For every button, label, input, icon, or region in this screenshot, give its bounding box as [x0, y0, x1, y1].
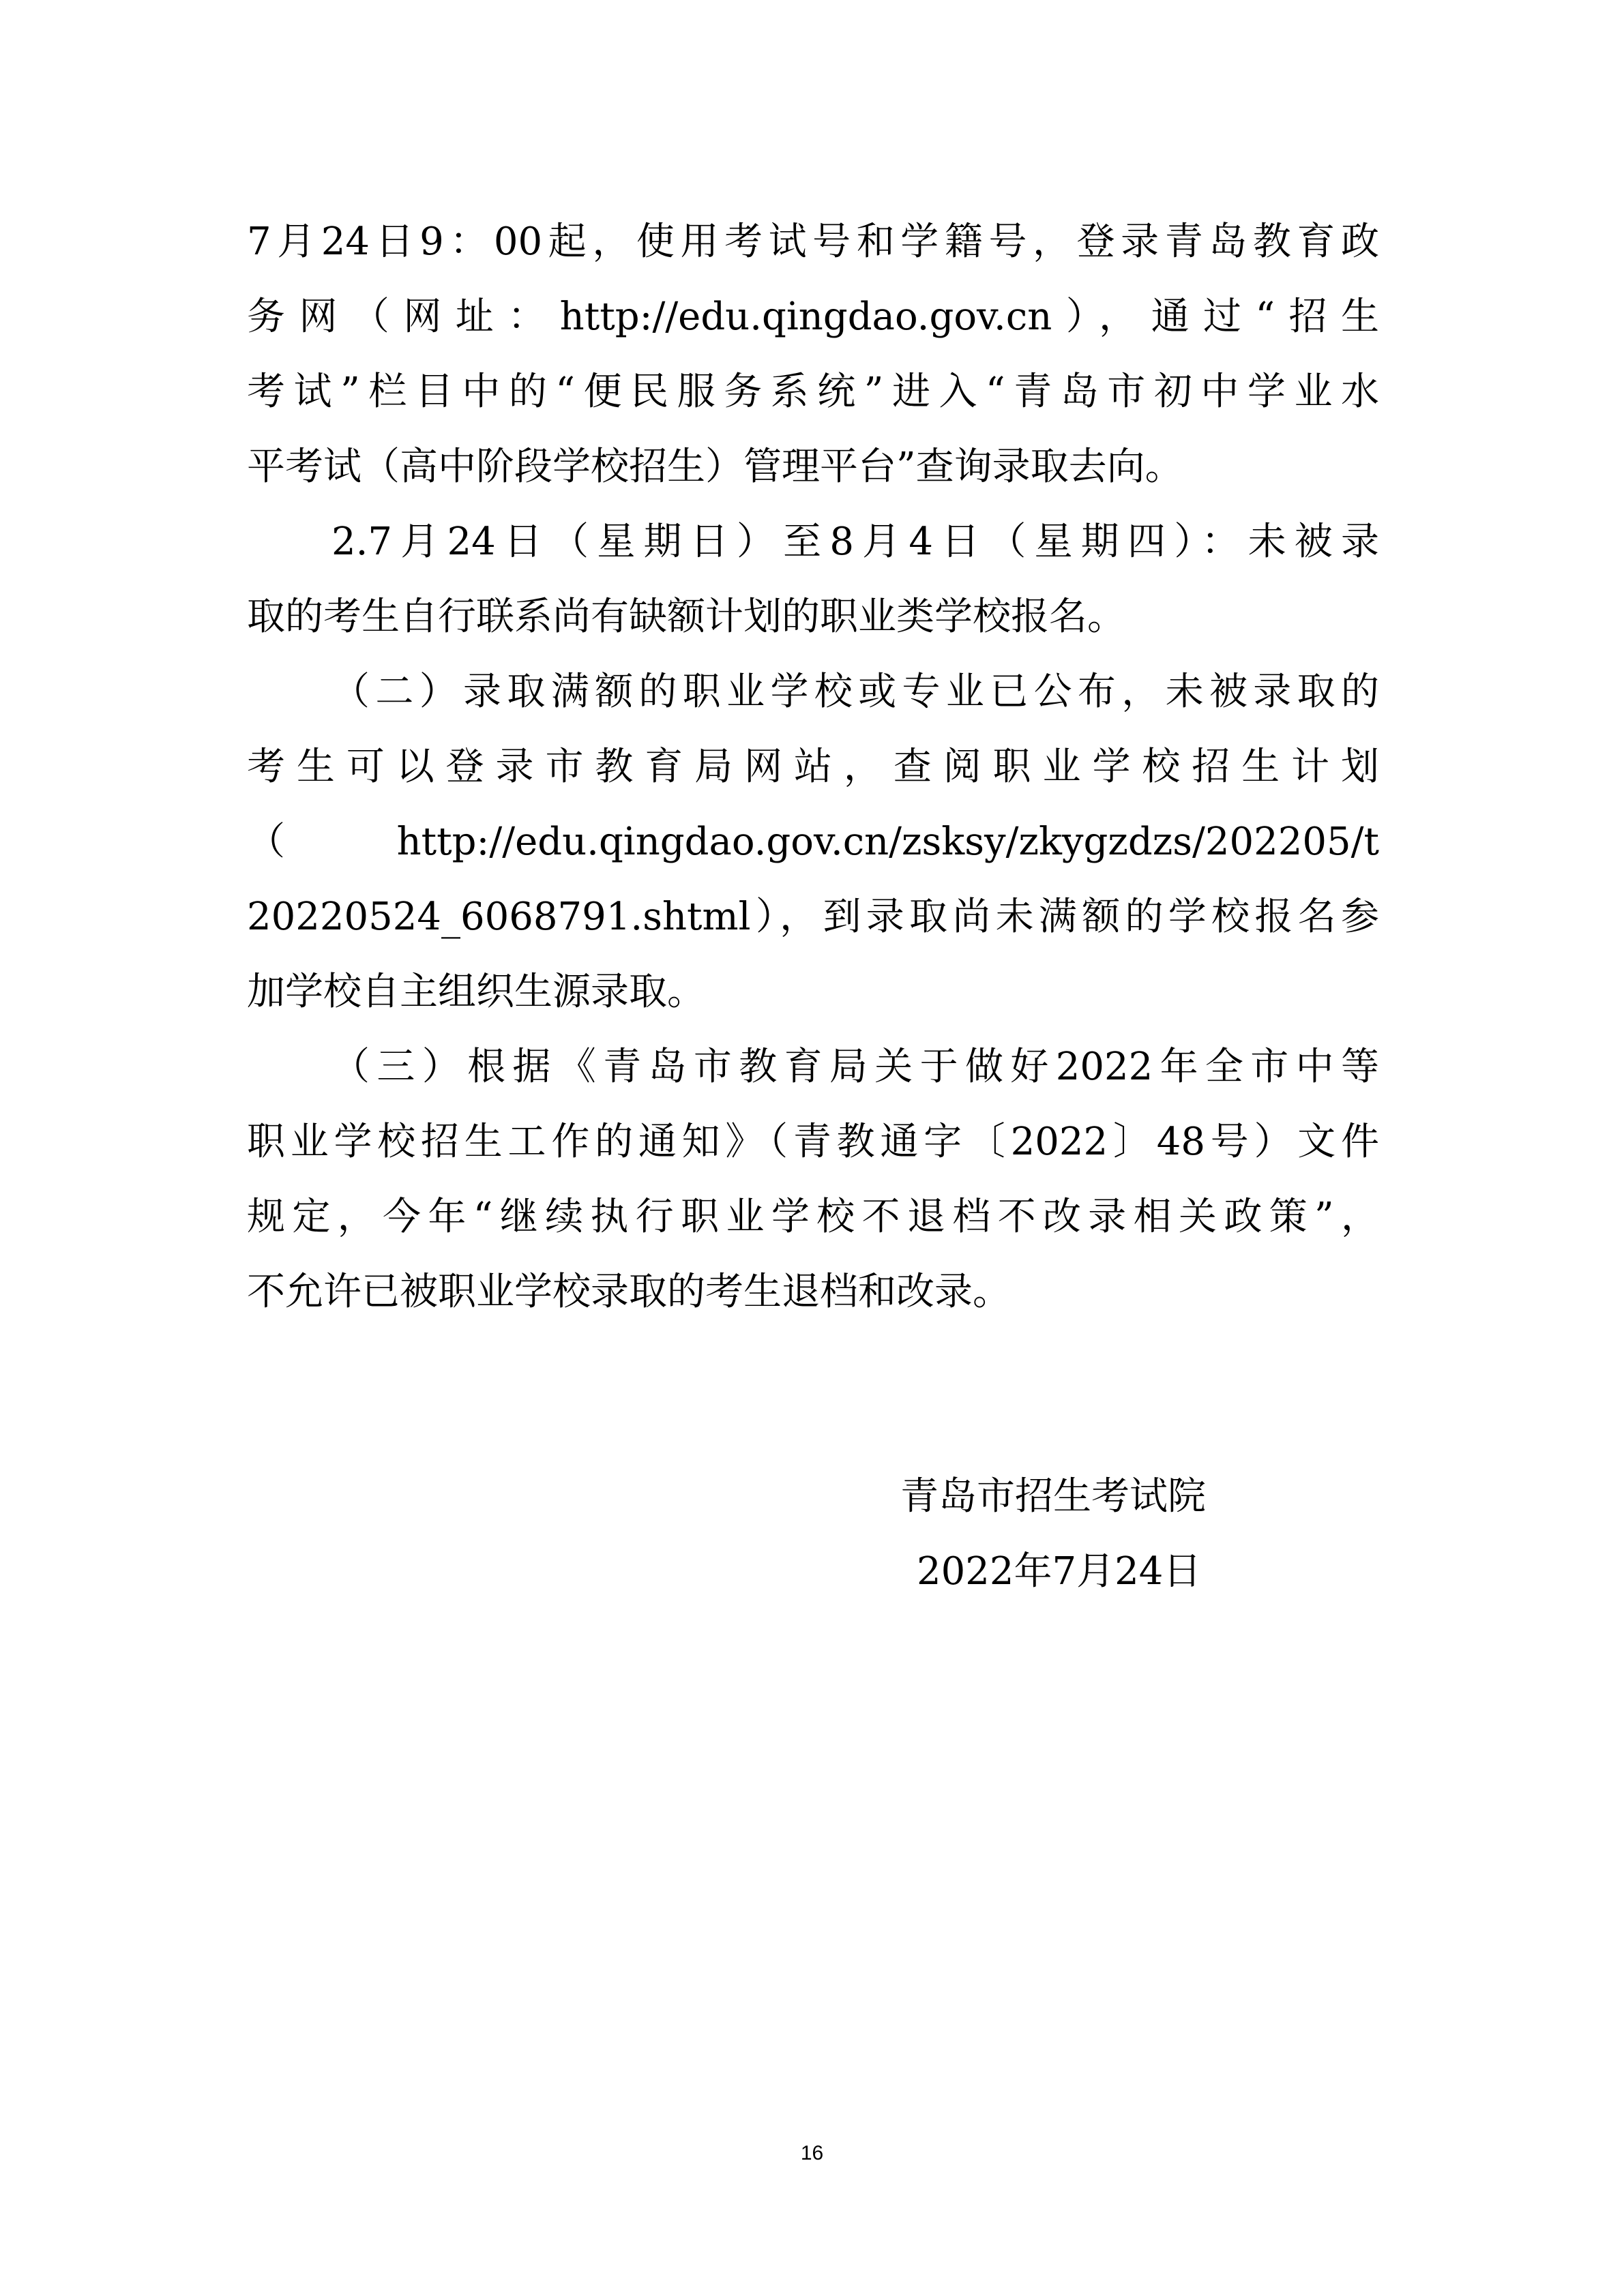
text-line: 不允许已被职业学校录取的考生退档和改录。 — [247, 1270, 1011, 1314]
text-line: 取的考生自行联系尚有缺额计划的职业类学校报名。 — [247, 595, 1125, 639]
text-line: 7月24日9：00起，使用考试号和学籍号，登录青岛教育政 — [247, 220, 1379, 264]
text-line: 规定，今年“继续执行职业学校不退档不改录相关政策”， — [247, 1195, 1379, 1239]
signature-organization: 青岛市招生考试院 — [900, 1474, 1206, 1519]
text-line: （http://edu.qingdao.gov.cn/zsksy/zkygzdzs/202205/t — [247, 820, 1379, 864]
text-line: （二）录取满额的职业学校或专业已公布，未被录取的 — [331, 670, 1379, 714]
signature-block — [900, 1459, 1323, 1609]
text-line: 20220524_6068791.shtml），到录取尚未满额的学校报名参 — [247, 895, 1379, 939]
text-line: 加学校自主组织生源录取。 — [247, 970, 705, 1014]
text-line: （三）根据《青岛市教育局关于做好2022年全市中等 — [331, 1045, 1379, 1089]
text-line: 职业学校招生工作的通知》（青教通字〔2022〕48号）文件 — [247, 1120, 1379, 1164]
text-line: 考生可以登录市教育局网站，查阅职业学校招生计划 — [247, 745, 1379, 789]
document-body — [247, 205, 1379, 1330]
text-line: 平考试（高中阶段学校招生）管理平台”查询录取去向。 — [247, 445, 1183, 489]
text-line: 务网（网址：http://edu.qingdao.gov.cn），通过“招生 — [247, 295, 1379, 339]
text-line: 2.7月24日（星期日）至8月4日（星期四）：未被录 — [331, 520, 1379, 564]
page-number: 16 — [800, 2142, 824, 2164]
signature-date: 2022年7月24日 — [917, 1549, 1202, 1594]
text-line: 考试”栏目中的“便民服务系统”进入“青岛市初中学业水 — [247, 370, 1379, 414]
